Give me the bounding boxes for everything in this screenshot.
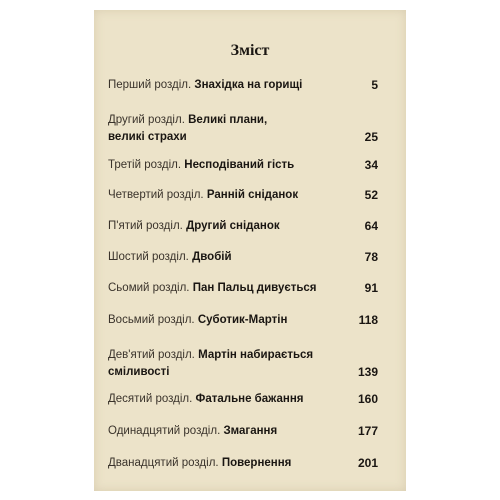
toc-entry <box>108 249 378 266</box>
toc-entry <box>108 391 378 408</box>
toc-entry <box>108 280 378 297</box>
chapter-number: П'ятий розділ. <box>108 220 183 232</box>
page-number: 160 <box>357 392 378 406</box>
page-number: 177 <box>357 424 378 438</box>
toc-entry <box>108 112 378 146</box>
toc-entry <box>108 312 378 329</box>
toc-entry <box>108 455 378 472</box>
chapter-number: Дев'ятий розділ. <box>108 349 195 361</box>
chapter-number: Третій розділ. <box>108 159 182 171</box>
chapter-number: Дванадцятий розділ. <box>108 457 219 469</box>
toc-entry <box>108 77 378 94</box>
toc-entry <box>108 423 378 440</box>
page-number: 64 <box>364 219 378 233</box>
chapter-number: Сьомий розділ. <box>108 282 190 294</box>
chapter-title: Другий сніданок <box>186 220 280 232</box>
page-number: 52 <box>364 188 378 202</box>
chapter-title: Пан Пальц дивується <box>192 282 317 294</box>
chapter-title: Ранній сніданок <box>206 189 299 201</box>
chapter-title-cont: великі страхи <box>108 131 187 143</box>
chapter-number: Десятий розділ. <box>108 393 193 405</box>
page-number: 118 <box>358 313 378 327</box>
chapter-title: Знахідка на горищі <box>194 79 303 91</box>
chapter-title: Великі плани, <box>188 114 268 126</box>
toc-entry <box>108 218 378 235</box>
toc-title: Зміст <box>230 42 270 59</box>
chapter-title: Змагання <box>223 425 278 437</box>
chapter-title: Повернення <box>221 457 292 469</box>
page-number: 78 <box>364 250 378 264</box>
chapter-number: Перший розділ. <box>108 79 192 91</box>
page-number: 201 <box>357 456 378 470</box>
chapter-title-cont: сміливості <box>108 366 170 378</box>
chapter-number: Четвертий розділ. <box>108 189 204 201</box>
chapter-title: Фатальне бажання <box>195 393 304 405</box>
page-number: 25 <box>364 130 378 144</box>
book-page <box>94 10 406 491</box>
chapter-number: Шостий розділ. <box>108 251 189 263</box>
chapter-number: Восьмий розділ. <box>108 314 195 326</box>
page-number: 139 <box>357 365 378 379</box>
page-number: 91 <box>364 281 378 295</box>
chapter-title: Двобій <box>192 251 232 263</box>
toc-entry <box>108 187 378 204</box>
chapter-title: Суботик-Мартін <box>197 314 288 326</box>
chapter-number: Одинадцятий розділ. <box>108 425 221 437</box>
chapter-number: Другий розділ. <box>108 114 185 126</box>
toc-entry <box>108 157 378 174</box>
chapter-title: Мартін набирається <box>198 349 314 361</box>
toc-entry <box>108 347 378 381</box>
page-number: 34 <box>364 158 378 172</box>
page-number: 5 <box>371 78 378 92</box>
chapter-title: Несподіваний гість <box>184 159 295 171</box>
